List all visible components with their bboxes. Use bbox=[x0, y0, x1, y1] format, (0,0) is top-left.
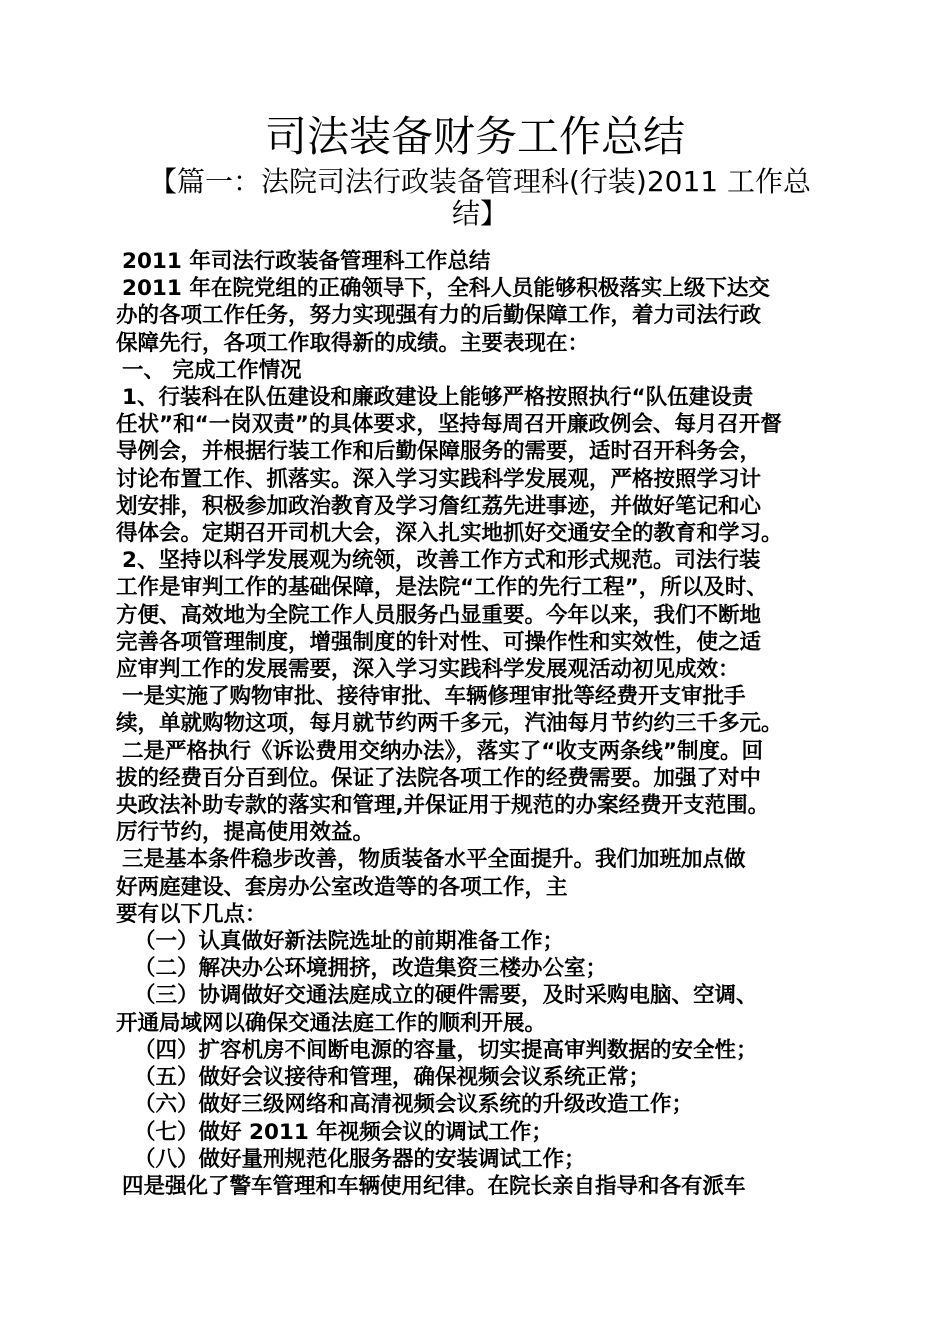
paragraph-line: 方便、高效地为全院工作人员服务凸显重要。今年以来，我们不断地 bbox=[116, 602, 762, 628]
paragraph-line: 三是基本条件稳步改善，物质装备水平全面提升。我们加班加点做 bbox=[122, 847, 746, 873]
list-item: （一）认真做好新法院选址的前期准备工作； bbox=[134, 929, 565, 955]
document-title: 司法装备财务工作总结 bbox=[264, 112, 685, 161]
paragraph-line: 导例会，并根据行装工作和后勤保障服务的需要，适时召开科务会， bbox=[116, 439, 762, 465]
section-heading: 2011 年司法行政装备管理科工作总结 bbox=[122, 249, 491, 274]
document-body bbox=[116, 248, 846, 1200]
paragraph-line: 央政法补助专款的落实和管理,并保证用于规范的办案经费开支范围。 bbox=[116, 793, 770, 819]
paragraph-line: 拔的经费百分百到位。保证了法院各项工作的经费需要。加强了对中 bbox=[116, 765, 762, 791]
paragraph-line: 得体会。定期召开司机大会，深入扎实地抓好交通安全的教育和学习。 bbox=[116, 521, 783, 547]
paragraph-line: 2、坚持以科学发展观为统领，改善工作方式和形式规范。司法行装 bbox=[122, 548, 761, 574]
paragraph-line: 办的各项工作任务，努力实现强有力的后勤保障工作，着力司法行政 bbox=[116, 303, 762, 329]
section-heading: 一、 完成工作情况 bbox=[122, 357, 302, 383]
paragraph-line: 2011 年在院党组的正确领导下，全科人员能够积极落实上级下达交 bbox=[122, 276, 770, 302]
list-item: （八）做好量刑规范化服务器的安装调试工作； bbox=[134, 1146, 586, 1172]
paragraph-line: 好两庭建设、套房办公室改造等的各项工作，主 bbox=[116, 874, 568, 900]
paragraph-line: 要有以下几点： bbox=[116, 901, 267, 927]
list-item: 开通局域网以确保交通法庭工作的顺利开展。 bbox=[116, 1010, 547, 1036]
list-item: （二）解决办公环境拥挤，改造集资三楼办公室； bbox=[134, 956, 608, 982]
paragraph-line: 二是严格执行《诉讼费用交纳办法》，落实了“收支两条线”制度。回 bbox=[122, 738, 764, 764]
paragraph-line: 工作是审判工作的基础保障，是法院“工作的先行工程”，所以及时、 bbox=[116, 575, 768, 601]
paragraph-line: 划安排，积极参加政治教育及学习詹红荔先进事迹，并做好笔记和心 bbox=[116, 493, 762, 519]
paragraph-line: 一是实施了购物审批、接待审批、车辆修理审批等经费开支审批手 bbox=[122, 684, 746, 710]
paragraph-line: 讨论布置工作、抓落实。深入学习实践科学发展观，严格按照学习计 bbox=[116, 466, 762, 492]
paragraph-line: 应审判工作的发展需要，深入学习实践科学发展观活动初见成效： bbox=[116, 657, 740, 683]
paragraph-line: 保障先行，各项工作取得新的成绩。主要表现在： bbox=[116, 330, 590, 356]
list-item: （四）扩容机房不间断电源的容量，切实提高审判数据的安全性； bbox=[134, 1037, 758, 1063]
list-item: （六）做好三级网络和高清视频会议系统的升级改造工作； bbox=[134, 1092, 694, 1118]
paragraph-line: 四是强化了警车管理和车辆使用纪律。在院长亲自指导和各有派车 bbox=[122, 1173, 746, 1199]
paragraph-line: 任状”和“一岗双责”的具体要求，坚持每周召开廉政例会、每月召开督 bbox=[116, 412, 782, 438]
list-item: （三）协调做好交通法庭成立的硬件需要，及时采购电脑、空调、 bbox=[134, 983, 758, 1009]
subtitle-line: 【篇一：法院司法行政装备管理科(行装)2011 工作总 bbox=[148, 165, 811, 198]
paragraph-line: 续，单就购物这项，每月就节约两千多元，汽油每月节约约三千多元。 bbox=[116, 711, 783, 737]
list-item: （七）做好 2011 年视频会议的调试工作； bbox=[134, 1119, 553, 1145]
paragraph-line: 完善各项管理制度，增强制度的针对性、可操作性和实效性，使之适 bbox=[116, 629, 762, 655]
subtitle-line: 结】 bbox=[451, 197, 508, 230]
list-item: （五）做好会议接待和管理，确保视频会议系统正常； bbox=[134, 1065, 651, 1091]
paragraph-line: 1、行装科在队伍建设和廉政建设上能够严格按照执行“队伍建设责 bbox=[122, 385, 754, 411]
paragraph-line: 厉行节约，提高使用效益。 bbox=[116, 820, 375, 846]
document-subtitle bbox=[135, 166, 825, 230]
